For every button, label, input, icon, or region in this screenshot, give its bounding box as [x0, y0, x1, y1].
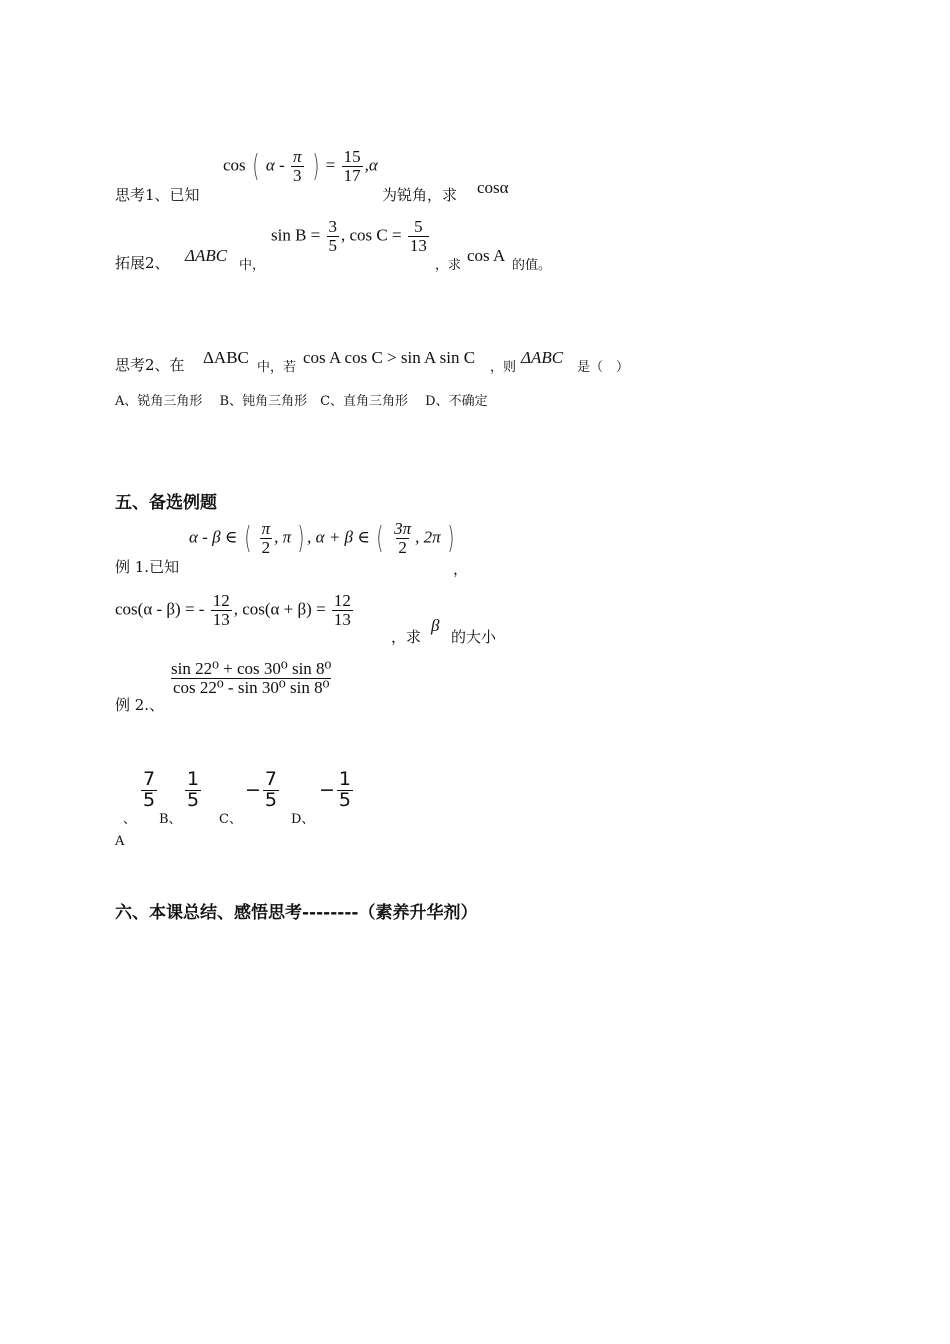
question-2-triangle-2: ΔABC: [521, 348, 564, 367]
extension-2-mid: 中，: [239, 258, 266, 273]
choice-c-label: C、: [219, 812, 242, 827]
question-2-mid: 中，若: [257, 360, 297, 375]
choice-a-prefix: 、: [123, 812, 137, 827]
extension-2-tail: ，求: [435, 258, 462, 273]
example-1-trail: ，: [453, 560, 469, 578]
question-2-end: 是（ ）: [577, 360, 630, 375]
extension-2-triangle: ΔABC: [185, 246, 228, 265]
example-1-condition: α - β ∈ ( $\frac{\pi}{2}$ , π ) , α + β ∈ ( $\frac{3\pi}{2}$ , 2π ): [189, 519, 455, 557]
example-2-fraction: $\frac{\text{sin 22⁰ + cos 30⁰ sin 8⁰}}{\text{cos 22⁰ - sin 30⁰ sin 8⁰}}$: [171, 659, 332, 697]
choice-a-value: $\frac{7}{5}$: [143, 768, 156, 811]
section-6-title: 六、本课总结、感悟思考--------（素养升华剂）: [115, 903, 478, 923]
question-2-tail: ，则: [490, 360, 517, 375]
example-2-label: 例 2.、: [115, 696, 165, 714]
example-1-beta: β: [431, 616, 440, 635]
example-1-label: 例 1.已知: [115, 558, 180, 576]
choice-c-value: − $\frac{7}{5}$: [245, 768, 278, 811]
question-1-formula: cos ( α - $\frac{\pi}{3}$ ) = $\frac{15}{17}$ ,α: [223, 147, 378, 185]
question-2-options: A、锐角三角形 B、钝角三角形 C、直角三角形 D、不确定: [115, 394, 488, 409]
extension-2-ask: cos A: [467, 246, 506, 265]
section-5-title: 五、备选例题: [115, 493, 217, 513]
example-1-end: 的大小: [451, 628, 497, 646]
choice-b-value: $\frac{1}{5}$: [187, 768, 200, 811]
choice-d-label: D、: [291, 812, 315, 827]
question-1-tail: 为锐角，求: [382, 186, 458, 204]
question-2-condition: cos A cos C > sin A sin C: [303, 348, 476, 367]
question-1-ask: cosα: [477, 178, 509, 197]
choice-d-value: − $\frac{1}{5}$: [319, 768, 352, 811]
question-2-label: 思考2、在: [115, 356, 185, 374]
question-1-label: 思考1、已知: [115, 186, 200, 204]
example-1-tail: ，求: [391, 628, 422, 646]
choice-a-label: A: [115, 834, 125, 849]
extension-2-end: 的值。: [512, 258, 552, 273]
extension-2-formula: sin B = $\frac{3}{5}$ , cos C = $\frac{5}{13}$: [271, 217, 427, 255]
choice-b-label: B、: [159, 812, 182, 827]
extension-2-label: 拓展2、: [115, 254, 170, 272]
example-1-given: cos(α - β) = - $\frac{12}{13}$ , cos(α + β) = $\frac{12}{13}$: [115, 591, 351, 629]
question-2-triangle: ΔABC: [203, 348, 249, 367]
